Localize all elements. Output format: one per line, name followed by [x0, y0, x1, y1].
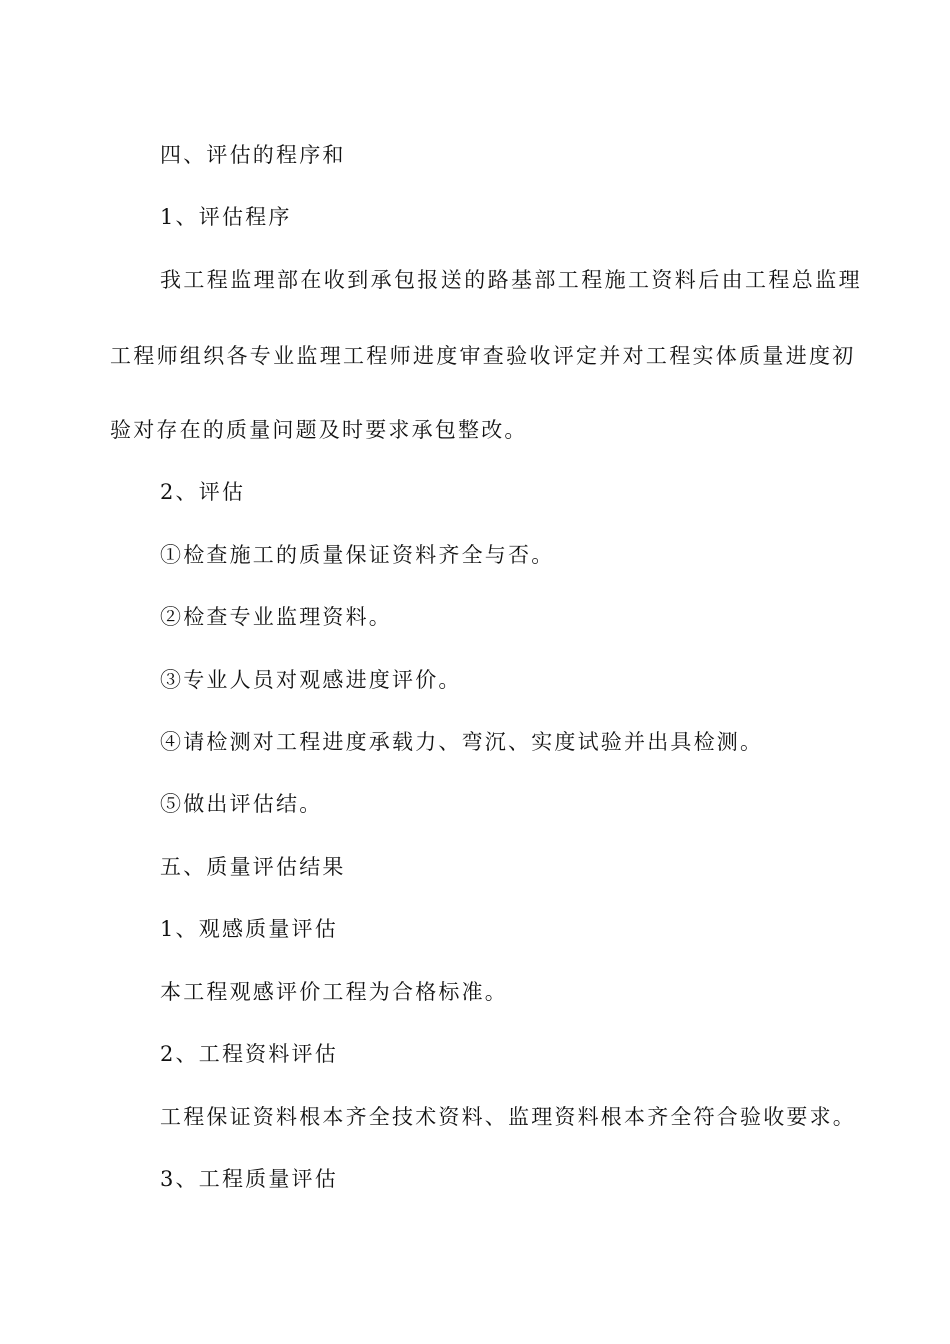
subheading-evaluation-procedure: 1、评估程序: [160, 205, 292, 229]
paragraph-line: 验对存在的质量问题及时要求承包整改。: [110, 418, 528, 442]
paragraph-line: 工程师组织各专业监理工程师进度审查验收评定并对工程实体质量进度初: [110, 344, 856, 368]
list-item: ①检查施工的质量保证资料齐全与否。: [160, 543, 555, 567]
section-heading-4: 四、评估的程序和: [160, 143, 346, 167]
paragraph-line: 我工程监理部在收到承包报送的路基部工程施工资料后由工程总监理: [160, 268, 862, 292]
subheading-evaluation: 2、评估: [160, 480, 246, 504]
subheading-documents: 2、工程资料评估: [160, 1042, 338, 1066]
paragraph-line: 本工程观感评价工程为合格标准。: [160, 980, 508, 1004]
list-item: ④请检测对工程进度承载力、弯沉、实度试验并出具检测。: [160, 730, 764, 754]
section-heading-5: 五、质量评估结果: [160, 855, 346, 879]
list-item: ⑤做出评估结。: [160, 792, 323, 816]
subheading-project-quality: 3、工程质量评估: [160, 1167, 338, 1191]
paragraph-line: 工程保证资料根本齐全技术资料、监理资料根本齐全符合验收要求。: [160, 1105, 856, 1129]
list-item: ③专业人员对观感进度评价。: [160, 668, 462, 692]
subheading-visual-quality: 1、观感质量评估: [160, 917, 338, 941]
list-item: ②检查专业监理资料。: [160, 605, 392, 629]
